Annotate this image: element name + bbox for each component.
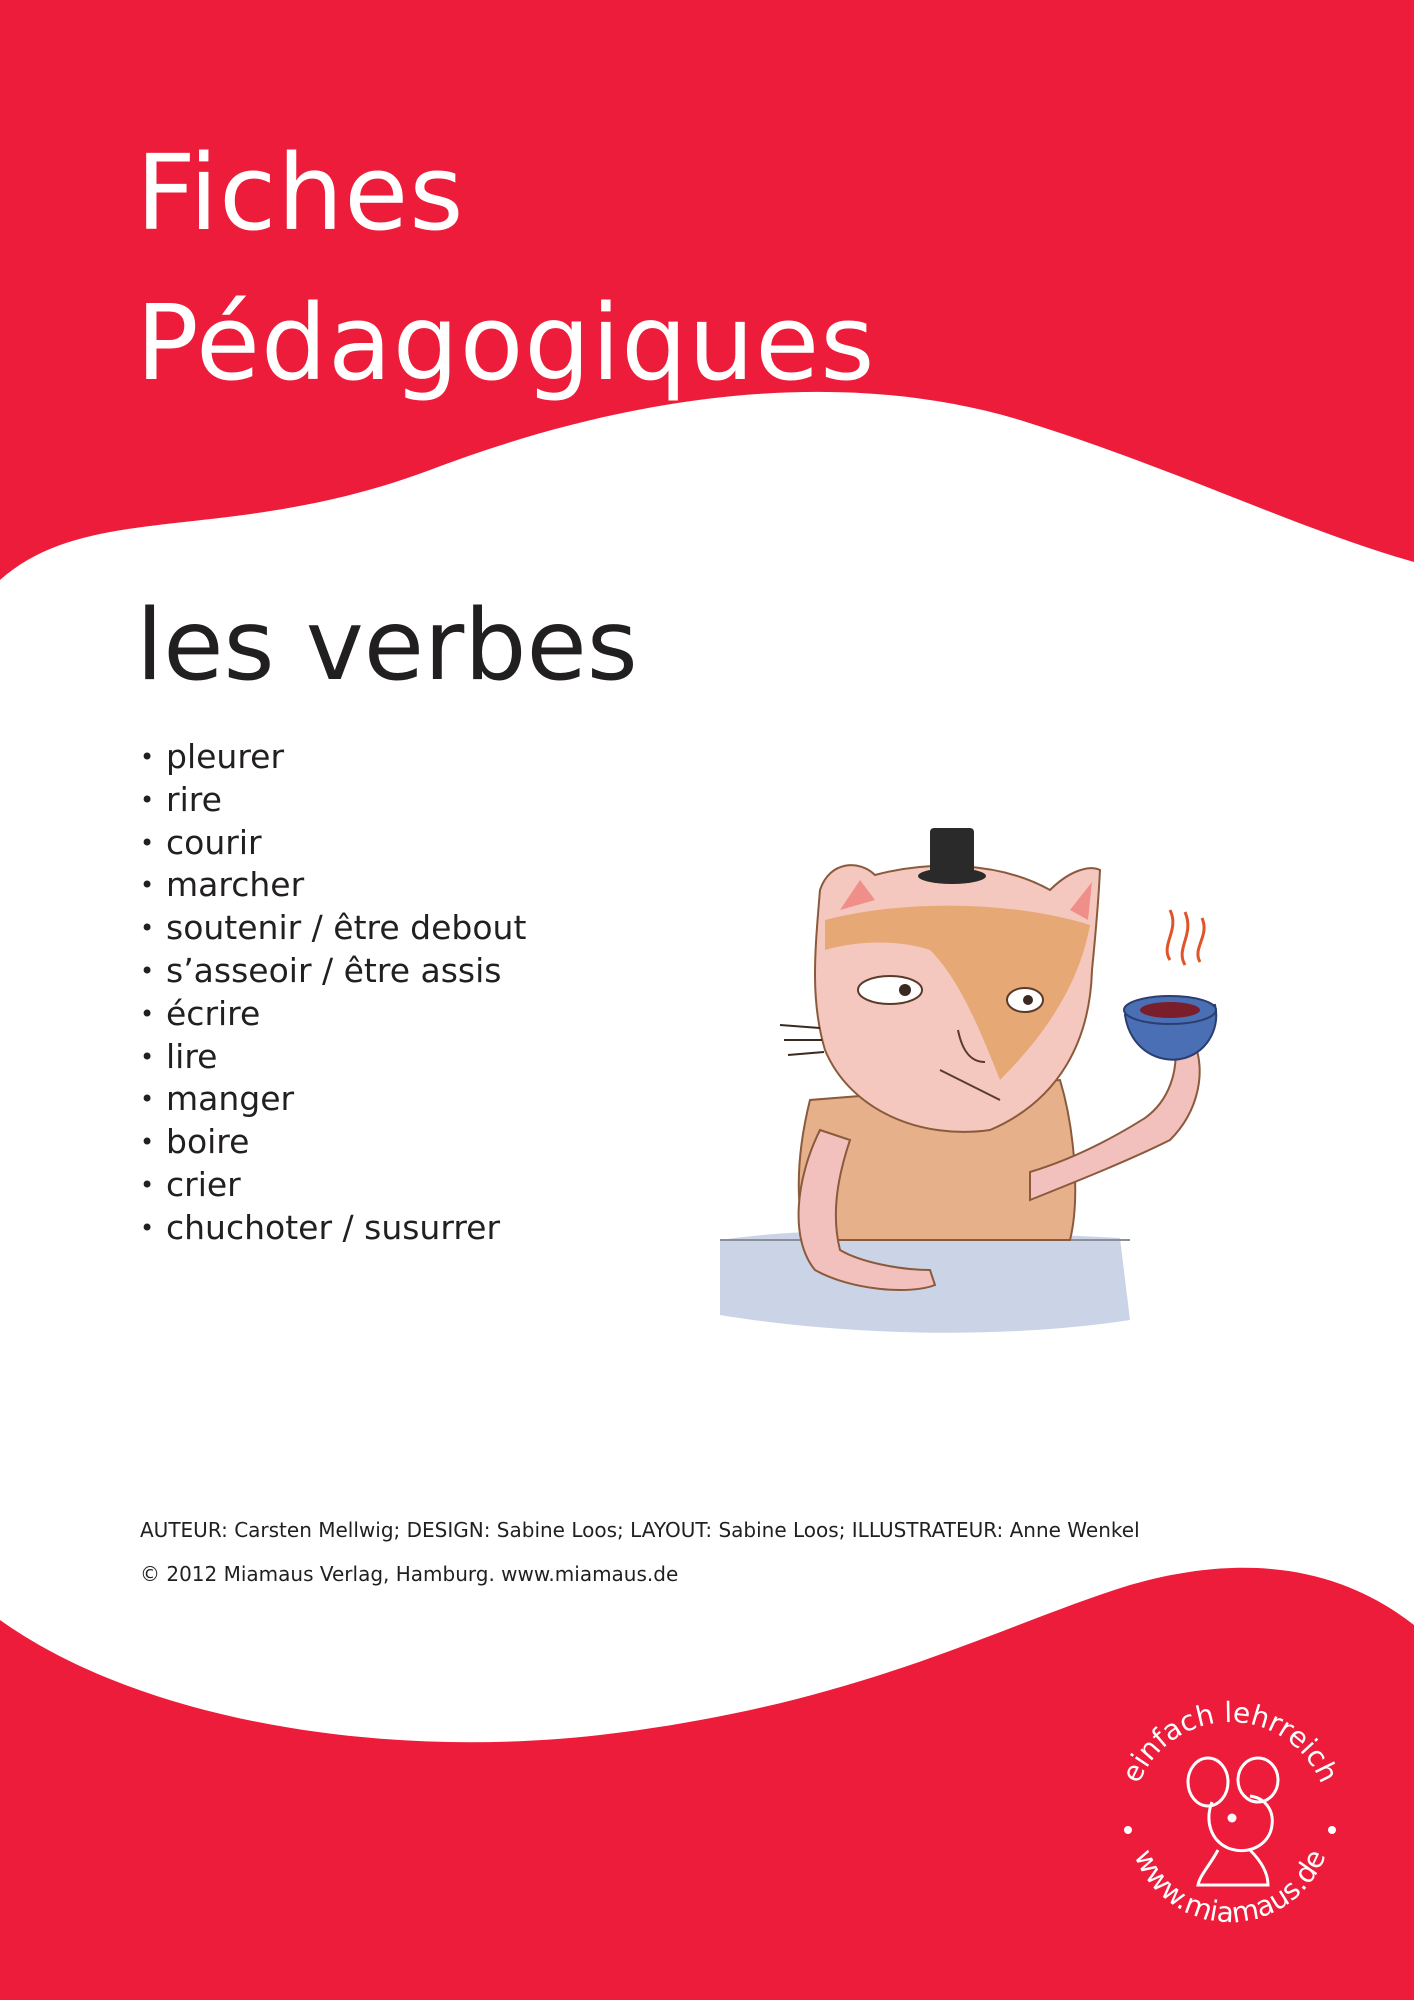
verb-item: • chuchoter / susurrer	[140, 1207, 526, 1250]
credits-block	[140, 1508, 1140, 1596]
cat-with-tea-cup-illustration	[700, 800, 1300, 1360]
subject-heading: les verbes	[136, 589, 638, 703]
verb-item: • s’asseoir / être assis	[140, 950, 526, 993]
verb-item: • marcher	[140, 864, 526, 907]
miamaus-mouse-logo	[1100, 1690, 1360, 1950]
verb-item: • pleurer	[140, 736, 526, 779]
copyright-line: © 2012 Miamaus Verlag, Hamburg. www.miamaus.de	[140, 1562, 679, 1586]
credits-line: AUTEUR: Carsten Mellwig; DESIGN: Sabine Loos; LAYOUT: Sabine Loos; ILLUSTRATEUR: Anne Wenkel	[140, 1518, 1140, 1542]
series-title-line-2: Pédagogiques	[136, 282, 876, 404]
verb-list	[140, 736, 526, 1250]
verb-item: • rire	[140, 779, 526, 822]
verb-item: • manger	[140, 1078, 526, 1121]
verb-item: • écrire	[140, 993, 526, 1036]
logo-arc-text-bottom: www.miamaus.de	[1127, 1843, 1333, 1930]
verb-item: • courir	[140, 822, 526, 865]
series-title-line-1: Fiches	[136, 132, 465, 254]
verb-item: • soutenir / être debout	[140, 907, 526, 950]
logo-arc-text-top: einfach lehrreich	[1114, 1695, 1345, 1788]
verb-item: • crier	[140, 1164, 526, 1207]
verb-item: • boire	[140, 1121, 526, 1164]
mouse-icon	[1188, 1758, 1278, 1885]
verb-item: • lire	[140, 1036, 526, 1079]
series-title	[136, 118, 875, 418]
